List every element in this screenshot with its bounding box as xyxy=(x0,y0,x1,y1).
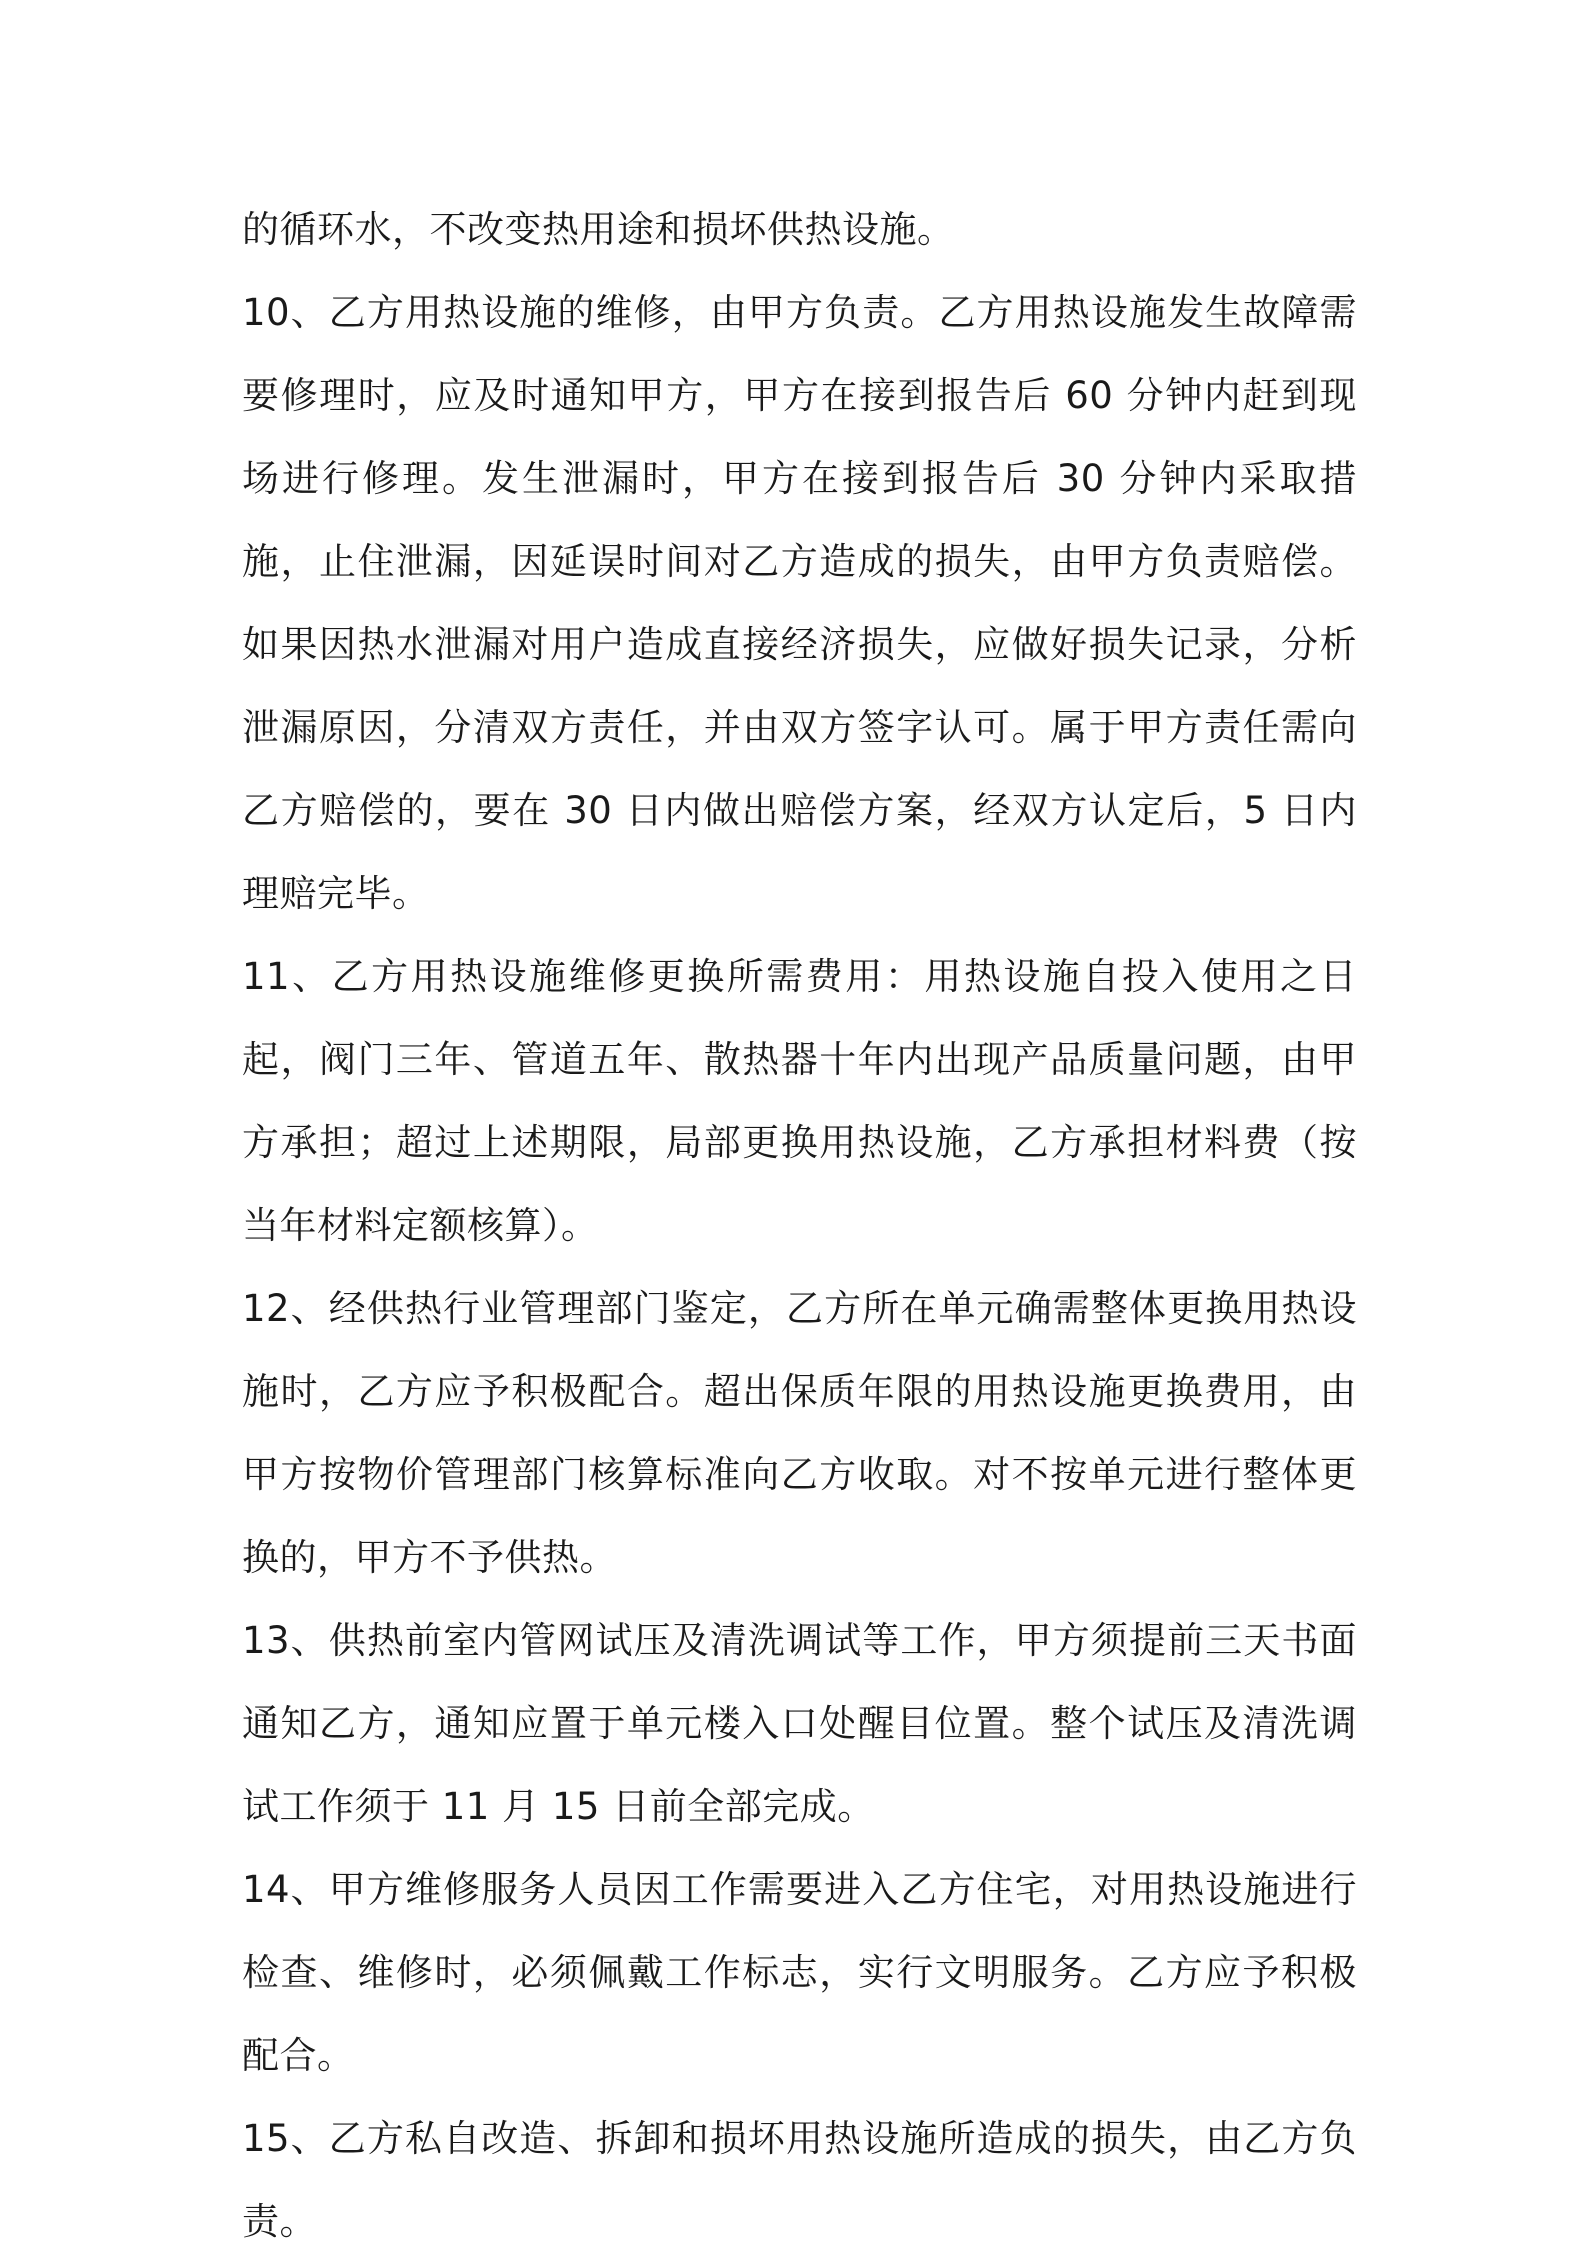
clause-11: 11、乙方用热设施维修更换所需费用：用热设施自投入使用之日起，阀门三年、管道五年、散热器十年内出现产品质量问题，由甲方承担；超过上述期限，局部更换用热设施，乙方承担材料费（按当年材料定额核算）。 xyxy=(242,955,1357,1247)
clause-12: 12、经供热行业管理部门鉴定，乙方所在单元确需整体更换用热设施时，乙方应予积极配合。超出保质年限的用热设施更换费用，由甲方按物价管理部门核算标准向乙方收取。对不按单元进行整体更换的，甲方不予供热。 xyxy=(242,1287,1357,1579)
document-body xyxy=(242,188,1357,2263)
paragraph-continuation: 的循环水，不改变热用途和损坏供热设施。 xyxy=(242,208,955,251)
clause-10: 10、乙方用热设施的维修，由甲方负责。乙方用热设施发生故障需要修理时，应及时通知甲方，甲方在接到报告后 60 分钟内赶到现场进行修理。发生泄漏时，甲方在接到报告后 30 分钟内采取措施，止住泄漏，因延误时间对乙方造成的损失，由甲方负责赔偿。如果因热水泄漏对用户造成直接经济损失，应做好损失记录，分析泄漏原因，分清双方责任，并由双方签字认可。属于甲方责任需向乙方赔偿的，要在 30 日内做出赔偿方案，经双方认定后，5 日内理赔完毕。 xyxy=(242,291,1357,915)
clause-15: 15、乙方私自改造、拆卸和损坏用热设施所造成的损失，由乙方负责。 xyxy=(242,2117,1357,2243)
clause-14: 14、甲方维修服务人员因工作需要进入乙方住宅，对用热设施进行检查、维修时，必须佩戴工作标志，实行文明服务。乙方应予积极配合。 xyxy=(242,1868,1357,2077)
clause-13: 13、供热前室内管网试压及清洗调试等工作，甲方须提前三天书面通知乙方，通知应置于单元楼入口处醒目位置。整个试压及清洗调试工作须于 11 月 15 日前全部完成。 xyxy=(242,1619,1357,1828)
